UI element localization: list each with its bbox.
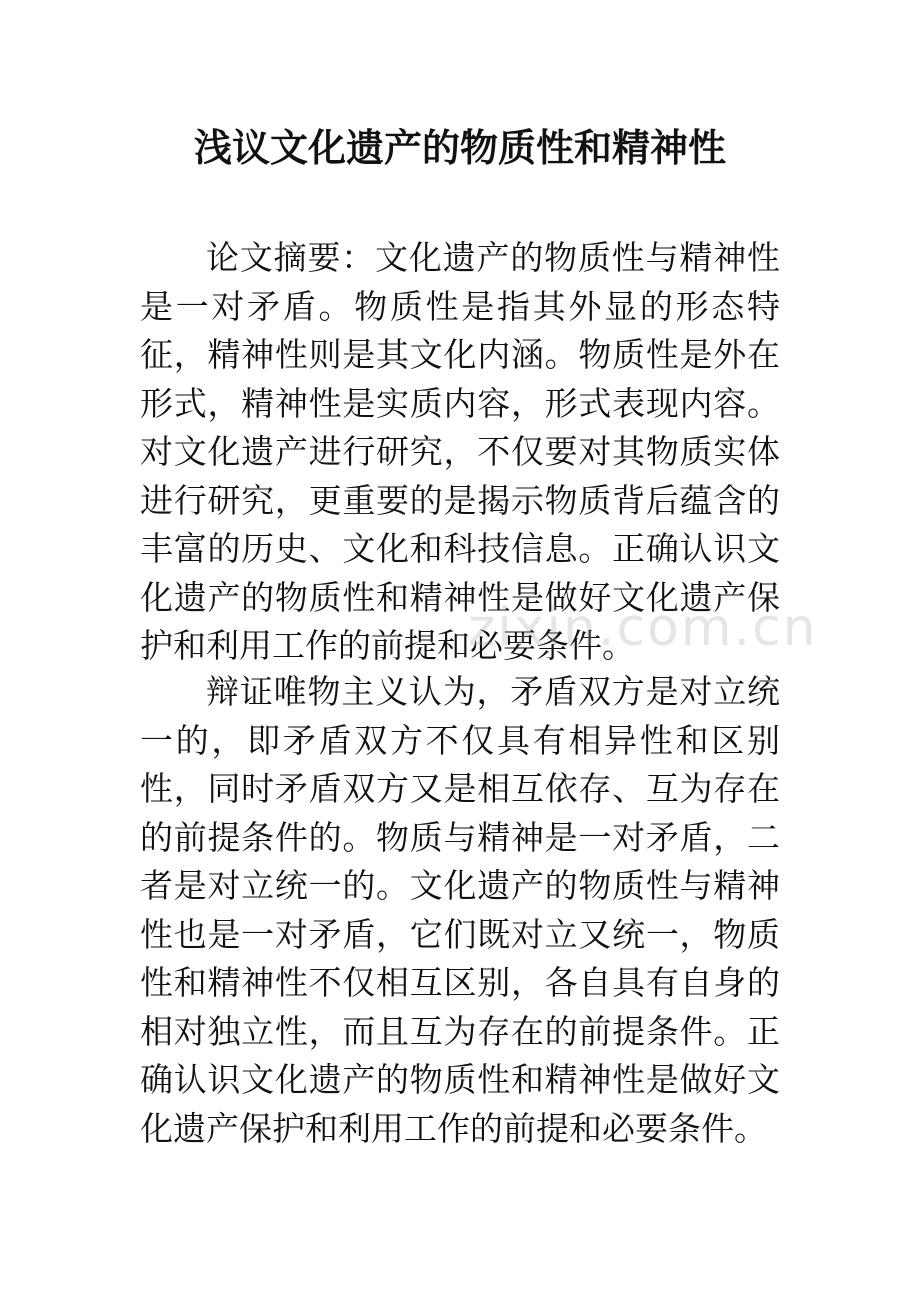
abstract-paragraph: 论文摘要：文化遗产的物质性与精神性是一对矛盾。物质性是指其外显的形态特征，精神性则是其文化内涵。物质性是外在形式，精神性是实质内容，形式表现内容。对文化遗产进行研究，不仅要对其物质实体进行研究，更重要的是揭示物质背后蕴含的丰富的历史、文化和科技信息。正确认识文化遗产的物质性和精神性是做好文化遗产保护和利用工作的前提和必要条件。 <box>140 238 780 665</box>
watermark: zixin.com.cn <box>468 598 818 658</box>
body-paragraph: 辩证唯物主义认为，矛盾双方是对立统一的，即矛盾双方不仅具有相异性和区别性，同时矛盾双方又是相互依存、互为存在的前提条件的。物质与精神是一对矛盾，二者是对立统一的。文化遗产的物质性与精神性也是一对矛盾，它们既对立又统一，物质性和精神性不仅相互区别，各自具有自身的相对独立性，而且互为存在的前提条件。正确认识文化遗产的物质性和精神性是做好文化遗产保护和利用工作的前提和必要条件。 <box>140 672 780 1148</box>
document-title: 浅议文化遗产的物质性和精神性 <box>193 125 726 170</box>
